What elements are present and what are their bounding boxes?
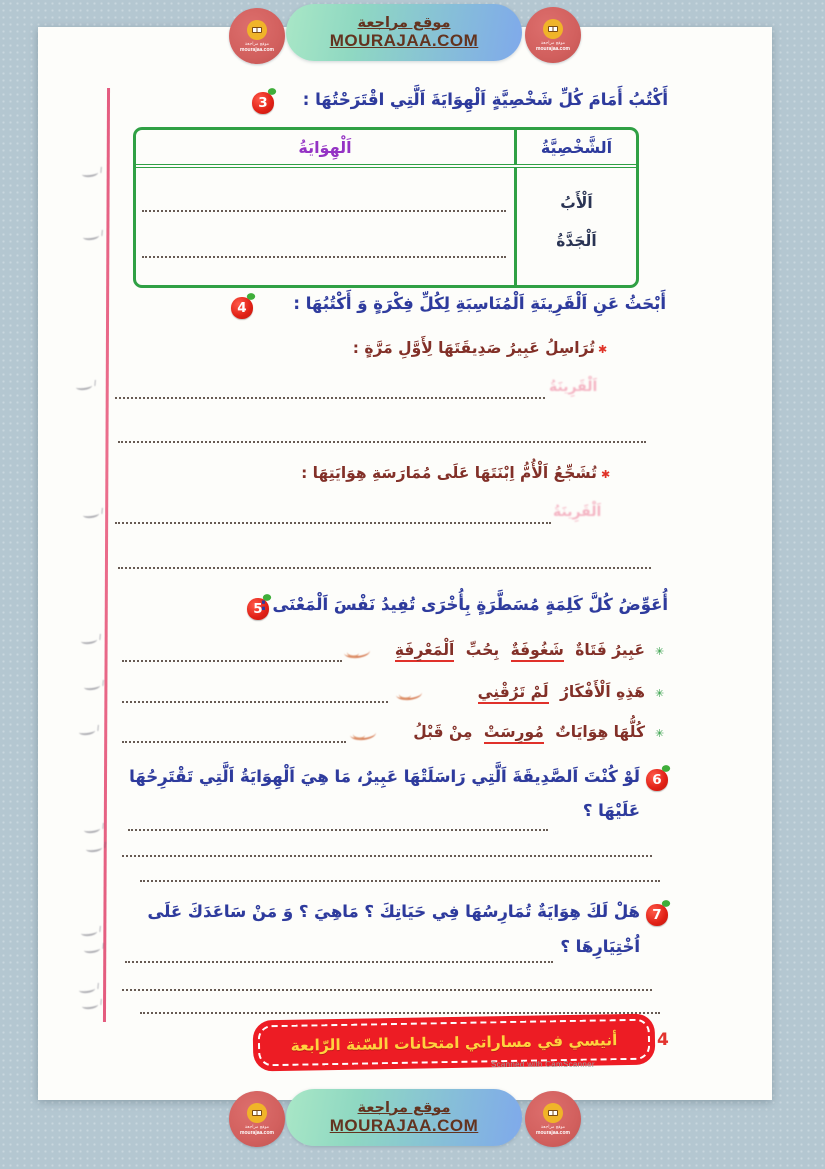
site-banner-header[interactable] <box>286 4 522 61</box>
table-row-father: اَلْأَبُ <box>560 194 593 212</box>
site-banner-footer[interactable] <box>286 1089 522 1146</box>
question-6-text-line1: لَوْ كُنْتَ اَلصَّدِيقَةَ اَلَّتِي رَاسَلَتْهَا عَبِيرٌ، مَا هِيَ اَلْهِوَايَةُ اَلَّتِي تَقْتَرِحُهَا <box>129 767 640 786</box>
bullet-asterisk-icon: ✳ <box>655 727 665 740</box>
question-7-number: 7 <box>652 907 662 923</box>
answer-line <box>142 256 506 258</box>
q3-hobby-table <box>133 127 639 288</box>
question-4-number: 4 <box>237 300 247 316</box>
q5-item-3-underlined-word: مُورِسَتْ <box>484 723 544 744</box>
answer-line <box>118 441 646 443</box>
book-icon <box>543 1103 563 1123</box>
question-5-number: 5 <box>253 601 263 617</box>
character-column <box>514 168 636 285</box>
site-title-arabic: موقع مراجعة <box>357 1099 451 1116</box>
site-title-latin: MOURAJAA.COM <box>329 30 479 50</box>
site-logo <box>525 1091 581 1147</box>
table-row-grandmother: اَلْجَدَّةُ <box>556 232 597 250</box>
question-6-badge <box>646 769 668 791</box>
question-7-text-line2: اُخْتِيَارِهَا ؟ <box>560 937 640 956</box>
logo-text-arabic: موقع مراجعة <box>244 1124 270 1130</box>
answer-line <box>115 397 545 399</box>
question-4-heading: أَبْحَثُ عَنِ اَلْقَرِينَةِ اَلْمُنَاسِبَةِ لِكُلِّ فِكْرَةٍ وَ أَكْتُبُهَا : <box>293 294 666 313</box>
hobby-column <box>136 168 514 285</box>
answer-line <box>118 567 651 569</box>
q5-item-3 <box>410 723 648 741</box>
answer-line <box>122 989 652 991</box>
answer-line <box>125 961 553 963</box>
book-icon <box>543 19 563 39</box>
answer-line <box>122 741 346 743</box>
scan-credit-text: Scanned with CamScanner <box>491 1060 595 1069</box>
logo-text-arabic: موقع مراجعة <box>540 40 566 46</box>
q5-item-1-underlined-word: شَغُوفَةٌ <box>511 641 564 662</box>
bullet-asterisk-icon: ✱ <box>598 343 608 356</box>
logo-text-latin: mourajaa.com <box>240 1129 274 1136</box>
column-header-character: اَلشَّخْصِيَّةُ <box>514 130 636 164</box>
bullet-asterisk-icon: ✳ <box>655 687 665 700</box>
answer-line <box>122 855 652 857</box>
table-header-row <box>136 130 636 168</box>
q5-item-3-text: مِنْ قَبْلُ <box>413 723 473 741</box>
bullet-asterisk-icon: ✳ <box>655 645 665 658</box>
q5-item-2 <box>475 683 648 701</box>
table-body <box>136 168 636 285</box>
q4-item-1: تُرَاسِلُ عَبِيرُ صَدِيقَتَهَا لِأَوَّلِ مَرَّةٍ : <box>352 339 595 357</box>
column-header-hobby: اَلْهِوَايَةُ <box>298 138 352 157</box>
logo-text-latin: mourajaa.com <box>536 45 570 52</box>
logo-text-arabic: موقع مراجعة <box>244 41 270 47</box>
q5-item-2-text: هَذِهِ اَلْأَفْكَارُ <box>559 683 645 701</box>
logo-text-latin: mourajaa.com <box>536 1129 570 1136</box>
q5-item-1 <box>392 641 648 659</box>
q5-item-1-text: عَبِيرُ فَتَاةٌ <box>575 641 645 659</box>
site-logo <box>229 1091 285 1147</box>
answer-line <box>122 660 342 662</box>
question-7-badge <box>646 904 668 926</box>
question-3-number: 3 <box>258 95 268 111</box>
q4-item-2: تُشَجِّعُ اَلْأُمُّ اِبْنَتَهَا عَلَى مُمَارَسَةِ هِوَايَتِهَا : <box>301 464 597 482</box>
answer-line <box>115 522 551 524</box>
question-6-number: 6 <box>652 772 662 788</box>
answer-line <box>140 1012 660 1014</box>
site-logo <box>229 8 285 64</box>
logo-text-latin: mourajaa.com <box>240 46 274 53</box>
question-4-badge <box>231 297 253 319</box>
site-logo <box>525 7 581 63</box>
page-number: 4 <box>657 1030 669 1050</box>
answer-line <box>122 701 388 703</box>
q5-item-3-text: كُلُّهَا هِوَايَاتٌ <box>555 723 645 741</box>
question-7-text-line1: هَلْ لَكَ هِوَايَةٌ تُمَارِسُهَا فِي حَيَاتِكَ ؟ مَاهِيَ ؟ وَ مَنْ سَاعَدَكَ عَلَى <box>147 902 640 921</box>
q4-hint-2: اَلْقَرِينَةُ <box>553 504 602 520</box>
logo-text-arabic: موقع مراجعة <box>540 1124 566 1130</box>
site-title-arabic: موقع مراجعة <box>357 14 451 31</box>
answer-line <box>142 210 506 212</box>
question-3-heading: أَكْتُبُ أَمَامَ كُلِّ شَخْصِيَّةٍ اَلْهِوَايَةَ اَلَّتِي اقْتَرَحْتُهَا : <box>302 90 668 109</box>
question-3-badge <box>252 92 274 114</box>
question-6-text-line2: عَلَيْهَا ؟ <box>582 801 640 820</box>
answer-line <box>140 880 660 882</box>
site-title-latin: MOURAJAA.COM <box>329 1115 479 1135</box>
q5-item-1-underlined-word: اَلْمَعْرِفَةِ <box>395 641 454 662</box>
book-icon <box>247 20 267 40</box>
q4-hint-1: اَلْقَرِينَةُ <box>549 379 598 395</box>
q5-item-1-text: بِحُبِّ <box>465 641 500 659</box>
question-5-heading: أُعَوِّضُ كُلَّ كَلِمَةٍ مُسَطَّرَةٍ بِأُخْرَى تُفِيدُ نَفْسَ اَلْمَعْنَى : <box>260 595 668 614</box>
bullet-asterisk-icon: ✱ <box>601 468 611 481</box>
q5-item-2-underlined-word: لَمْ تَرُقْنِي <box>478 683 549 704</box>
book-icon <box>247 1103 267 1123</box>
answer-line <box>128 829 548 831</box>
series-title: أنيسي في مساراتي امتحانات السّنة الرّابعة <box>290 1030 618 1055</box>
